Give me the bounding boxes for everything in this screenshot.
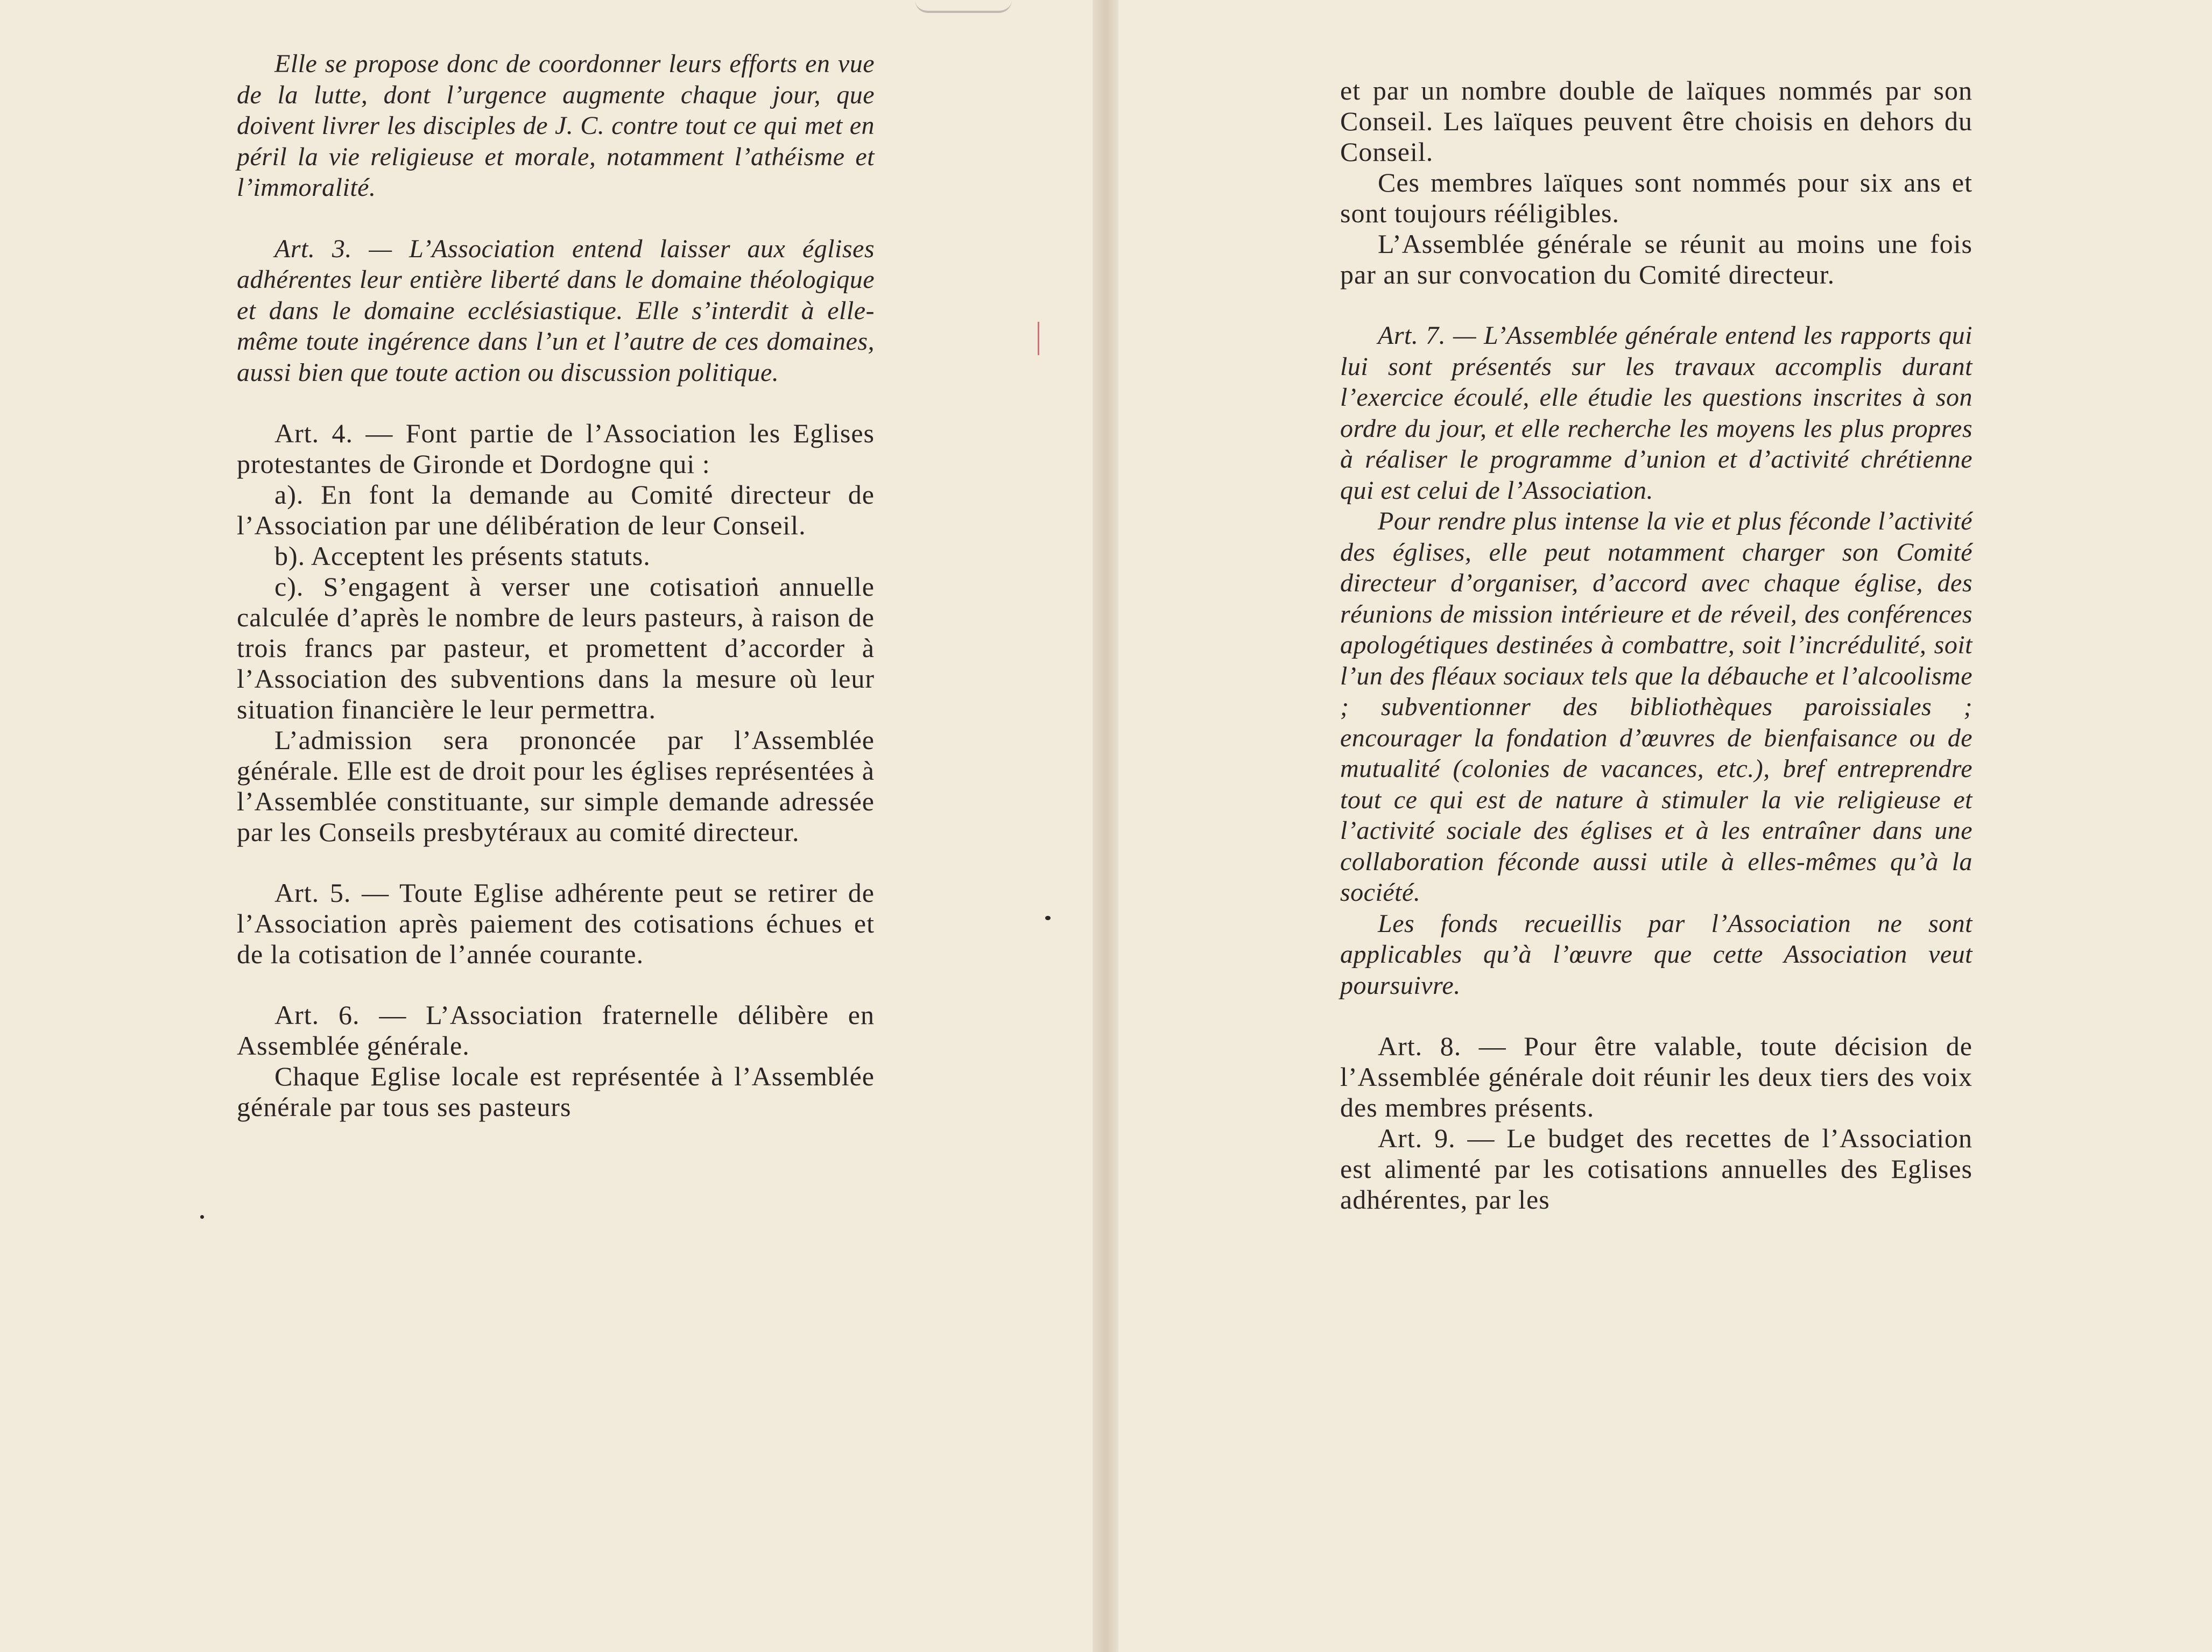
book-gutter [1093,0,1118,1652]
speck [1045,916,1051,920]
article-7-activities: Pour rendre plus intense la vie et plus féconde l’activité des églises, elle peut notamment charger son Comité directeur d’organiser, d’accord avec chaque église, des réunions de mission intérieure et de réveil, des conférences apologétiques destinées à combattre, soit l’incrédulité, soit l’un des fléaux sociaux tels que la débauche et l’alcoolisme ; subventionner des bibliothèques paroissiales ; encourager la fondation d’œuvres de bienfaisance ou de mutualité (colonies de vacances, etc.), bref entreprendre tout ce qui est de nature à stimuler la vie religieuse et l’activité sociale des églises et à les entraîner dans une collaboration féconde aussi utile à elles-mêmes qu’à la société. [1340,507,1973,907]
ink-stain [915,0,1012,13]
article-6-continued: et par un nombre double de laïques nommés par son Conseil. Les laïques peuvent être choisis en dehors du Conseil. [1340,75,1973,167]
article-5: Art. 5. — Toute Eglise adhérente peut se retirer de l’Association après paiement des cotisations échues et de la cotisation de l’année courante. [237,878,875,969]
article-4-item-a: a). En font la demande au Comité directeur de l’Association par une délibération de leur Conseil. [237,479,875,540]
article-8: Art. 8. — Pour être valable, toute décision de l’Assemblée générale doit réunir les deux tiers des voix des membres présents. [1340,1031,1973,1122]
article-7-funds: Les fonds recueillis par l’Association ne sont applicables qu’à l’œuvre que cette Association veut poursuivre. [1340,909,1973,1000]
article-4-admission: L’admission sera prononcée par l’Assemblée générale. Elle est de droit pour les églises représentées à l’Assemblée constituante, sur simple demande adressée par les Conseils presbytéraux au comité directeur. [237,725,875,847]
article-3: Art. 3. — L’Association entend laisser aux églises adhérentes leur entière liberté dans le domaine théologique et dans le domaine ecclésiastique. Elle s’interdit à elle-même toute ingérence dans l’un et l’autre de ces domaines, aussi bien que toute action ou discussion politique. [237,234,875,387]
speck [200,1215,204,1219]
article-6: Art. 6. — L’Association fraternelle délibère en Assemblée générale. [237,1000,875,1061]
article-7: Art. 7. — L’Assemblée générale entend les rapports qui lui sont présentés sur les travaux accomplis durant l’exercice écoulé, elle étudie les questions inscrites à son ordre du jour, et elle recherche les moyens les plus propres à réaliser le programme d’union et d’activité chrétienne qui est celui de l’Association. [1340,321,1973,505]
article-6-representation: Chaque Eglise locale est représentée à l’Assemblée générale par tous ses pasteurs [237,1061,875,1122]
red-pencil-mark [1038,322,1039,355]
article-9: Art. 9. — Le budget des recettes de l’Association est alimenté par les cotisations annuelles des Eglises adhérentes, par les [1340,1123,1973,1215]
left-text-column [237,48,875,1122]
article-6-meeting: L’Assemblée générale se réunit au moins une fois par an sur convocation du Comité directeur. [1340,229,1973,290]
article-4-item-b: b). Acceptent les présents statuts. [274,541,651,571]
right-text-column [1340,75,1973,1215]
article-6-term: Ces membres laïques sont nommés pour six ans et sont toujours rééligibles. [1340,167,1973,228]
article-4-item-c: c). S’engagent à verser une cotisation annuelle calculée d’après le nombre de leurs pasteurs, à raison de trois francs par pasteur, et promettent d’accorder à l’Association des subventions dans la mesure où leur situation financière le leur permettra. [237,571,875,724]
paragraph-intro: Elle se propose donc de coordonner leurs efforts en vue de la lutte, dont l’urgence augmente chaque jour, que doivent livrer les disciples de J. C. contre tout ce qui met en péril la vie religieuse et morale, notamment l’athéisme et l’immoralité. [237,50,875,202]
article-4: Art. 4. — Font partie de l’Association les Eglises protestantes de Gironde et Dordogne qui : [237,418,875,479]
